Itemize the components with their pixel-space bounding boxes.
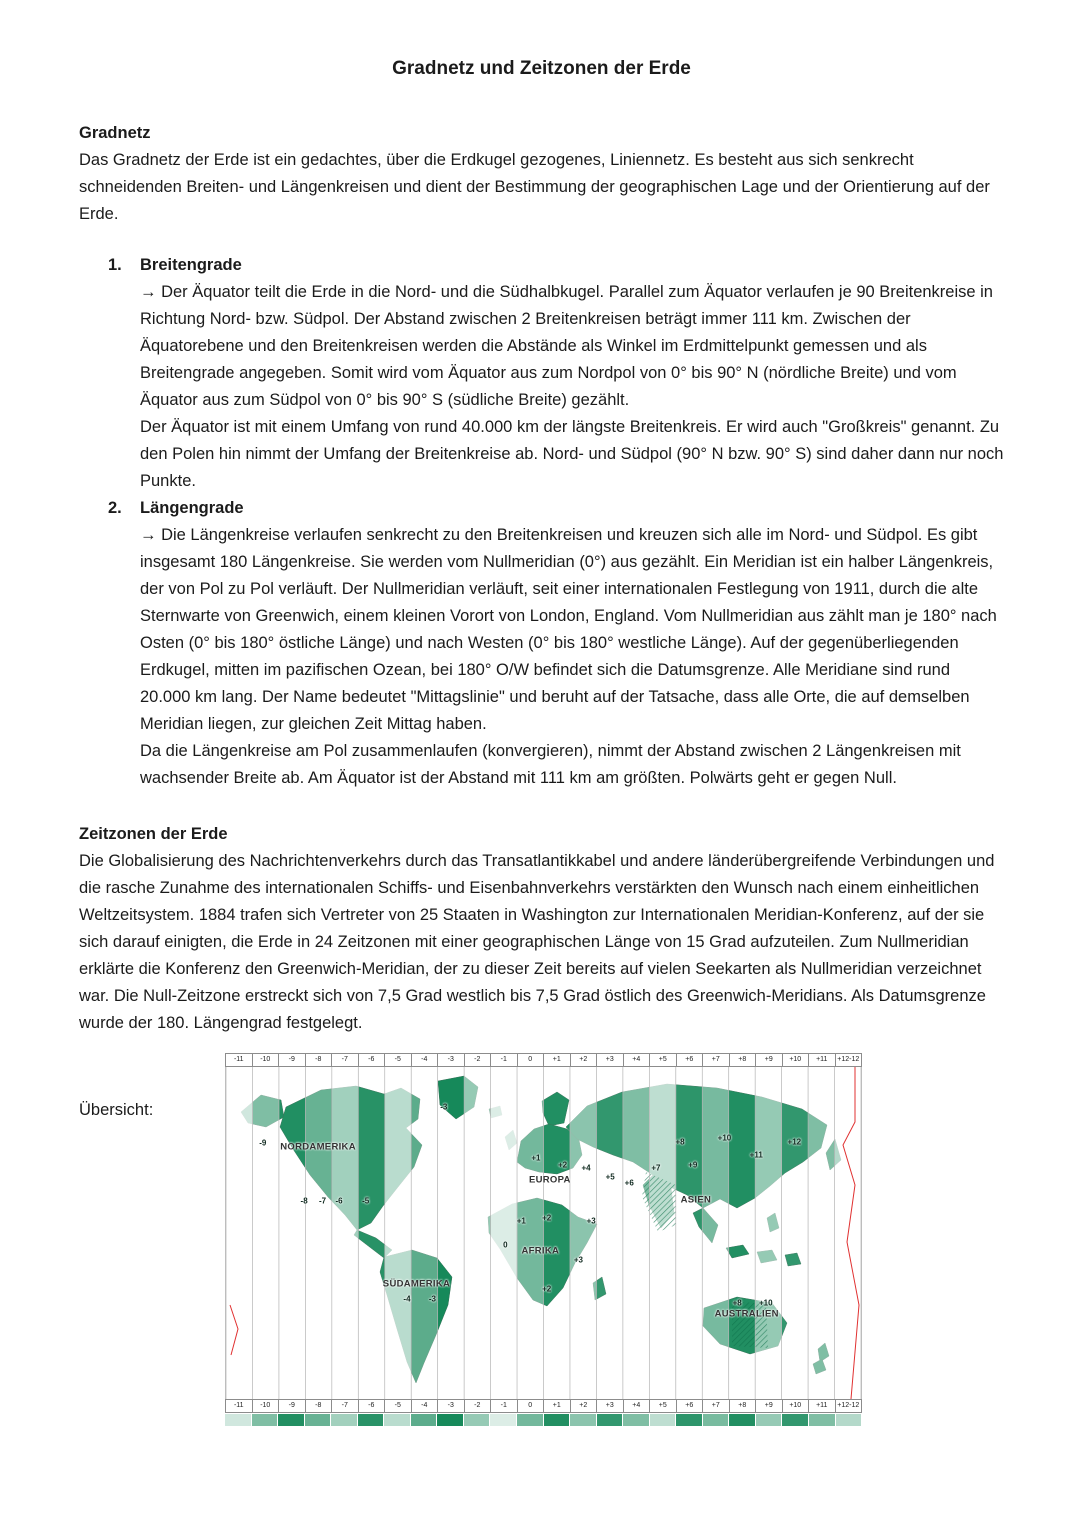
zone-mark: -3 (428, 1294, 436, 1304)
zeitzonen-body: Die Globalisierung des Nachrichtenverkehrs durch das Transatlantikkabel und andere länderübergreifende Verbindungen und die rasche Zunahme des internationalen Schiffs- und Eisenbahnverkehrs verstärkten den Wunsch nach einem einheitlichen Weltzeitsystem. 1884 trafen sich Vertreter von 25 Staaten in Washington zur Internationalen Meridian-Konferenz, auf der sie sich darauf einigten, die Erde in 24 Zeitzonen mit einer geographischen Länge von 15 Grad aufzuteilen. Zum Nullmeridian erklärte die Konferenz den Greenwich-Meridian, der zu dieser Zeit bereits auf vielen Seekarten als Nullmeridian verzeichnet war. Die Null-Zeitzone erstreckt sich von 7,5 Grad westlich bis 7,5 Grad östlich des Greenwich-Meridians. Als Datumsgrenze wurde der 180. Längengrad festgelegt. (79, 852, 995, 1032)
zone-label: +1 (544, 1400, 571, 1412)
zone-label: +6 (677, 1400, 704, 1412)
zone-label: -2 (465, 1400, 492, 1412)
list-item-laengengrade (108, 495, 1004, 792)
zone-label: -9 (279, 1400, 306, 1412)
timezone-scale-bottom (225, 1399, 862, 1413)
zone-label: -7 (332, 1054, 359, 1066)
laengengrade-paragraph-1 (140, 522, 1004, 738)
zone-label: +9 (756, 1054, 783, 1066)
arrow-icon: → (140, 283, 157, 301)
zone-label: -4 (412, 1400, 439, 1412)
zone-color-cell (490, 1414, 517, 1426)
zone-mark: -8 (300, 1196, 308, 1206)
uebersicht-label: Übersicht: (79, 1101, 154, 1119)
zone-mark: +2 (557, 1160, 568, 1170)
zone-mark: +2 (542, 1284, 552, 1294)
zone-label: -5 (385, 1400, 412, 1412)
zone-mark: +2 (542, 1213, 552, 1223)
zone-color-cell (358, 1414, 385, 1426)
zone-color-cell (278, 1414, 305, 1426)
zone-mark: +6 (624, 1178, 634, 1188)
list-item-body (140, 495, 1004, 792)
zone-label: +7 (703, 1400, 730, 1412)
zone-label: -1 (491, 1054, 518, 1066)
list-item-breitengrade (108, 252, 1004, 495)
zone-mark: +10 (758, 1298, 773, 1308)
zone-label: +10 (783, 1400, 810, 1412)
zone-label: -6 (359, 1054, 386, 1066)
zone-label: +2 (571, 1054, 598, 1066)
section-gradnetz (79, 120, 1004, 792)
zone-color-cell (517, 1414, 544, 1426)
timezone-color-strip (225, 1414, 862, 1426)
zone-mark: +5 (605, 1172, 615, 1182)
timezone-map-figure (225, 1053, 862, 1426)
zone-label: +12-12 (837, 1056, 860, 1063)
continent-label: SÜDAMERIKA (382, 1278, 451, 1290)
zone-mark: +10 (717, 1133, 732, 1143)
zone-color-cell (225, 1414, 252, 1426)
zone-label: +6 (677, 1054, 704, 1066)
zone-color-cell (305, 1414, 332, 1426)
zone-mark: +3 (586, 1216, 596, 1226)
zone-color-cell (384, 1414, 411, 1426)
zone-label: +11 (809, 1400, 836, 1412)
zone-label: -8 (306, 1400, 333, 1412)
zone-color-cell (676, 1414, 703, 1426)
breitengrade-paragraph-2: Der Äquator ist mit einem Umfang von rund 40.000 km der längste Breitenkreis. Er wird auch "Großkreis" genannt. Zu den Polen hin nimmt der Umfang der Breitenkreise ab. Nord- und Südpol (90° N bzw. 90° S) sind daher dann nur noch Punkte. (140, 418, 1004, 490)
zone-mark: +8 (675, 1137, 685, 1147)
zone-color-cell (650, 1414, 677, 1426)
zone-label: +8 (730, 1400, 757, 1412)
timezone-scale-top (225, 1053, 862, 1067)
zone-label: -2 (465, 1054, 492, 1066)
zone-color-cell (836, 1414, 863, 1426)
zone-color-cell (464, 1414, 491, 1426)
list-item-body (140, 252, 1004, 495)
zone-mark: +12 (787, 1137, 802, 1147)
zone-label: +2 (571, 1400, 598, 1412)
zone-label: -10 (253, 1054, 280, 1066)
zone-mark: 0 (503, 1240, 508, 1250)
zone-color-cell (623, 1414, 650, 1426)
laengengrade-paragraph-2: Da die Längenkreise am Pol zusammenlaufen (konvergieren), nimmt der Abstand zwischen 2 Längenkreisen mit wachsender Breite ab. Am Äquator ist der Abstand mit 111 km am größten. Polwärts geht er gegen Null. (140, 742, 961, 787)
zone-label: +11 (809, 1054, 836, 1066)
gradnetz-heading: Gradnetz (79, 124, 151, 142)
zone-label: +3 (597, 1400, 624, 1412)
zone-color-cell (570, 1414, 597, 1426)
section-uebersicht (79, 1053, 1004, 1426)
zone-mark: -5 (362, 1196, 370, 1206)
zone-label: 0 (518, 1400, 545, 1412)
zone-label: +9 (756, 1400, 783, 1412)
continent-label: ASIEN (680, 1194, 712, 1206)
zone-label: +5 (650, 1054, 677, 1066)
zone-label: +1 (544, 1054, 571, 1066)
continent-label: EUROPA (528, 1174, 571, 1186)
zone-label: -8 (306, 1054, 333, 1066)
zone-label: +12-12 (837, 1402, 860, 1409)
zone-label: +10 (783, 1054, 810, 1066)
zone-label: +3 (597, 1054, 624, 1066)
zone-color-cell (437, 1414, 464, 1426)
zone-label: +4 (624, 1054, 651, 1066)
zone-mark: +7 (651, 1163, 661, 1173)
zone-color-cell (782, 1414, 809, 1426)
zone-label: -11 (226, 1400, 253, 1412)
zone-mark: -9 (259, 1138, 267, 1148)
zone-color-cell (544, 1414, 571, 1426)
breitengrade-text-1: Der Äquator teilt die Erde in die Nord- und die Südhalbkugel. Parallel zum Äquator verlaufen je 90 Breitenkreise in Richtung Nord- bzw. Südpol. Der Abstand zwischen 2 Breitenkreisen beträgt immer 111 km. Zwischen der Äquatorebene und den Breitenkreisen werden die Abstände als Winkel im Erdmittelpunkt gemessen und als Breitengrade angegeben. Somit wird vom Äquator aus zum Nordpol von 0° bis 90° N (nördliche Breite) und vom Äquator aus zum Südpol von 0° bis 90° S (südliche Breite) gezählt. (140, 283, 993, 409)
zone-color-cell (331, 1414, 358, 1426)
zone-label: -11 (226, 1054, 253, 1066)
gradnetz-intro: Das Gradnetz der Erde ist ein gedachtes, über die Erdkugel gezogenes, Liniennetz. Es besteht aus sich senkrecht schneidenden Breiten- und Längenkreisen und dient der Bestimmung der geographischen Lage und der Orientierung auf der Erde. (79, 151, 990, 223)
zone-label: +4 (624, 1400, 651, 1412)
page-title: Gradnetz und Zeitzonen der Erde (392, 58, 691, 79)
zone-mark: +8 (732, 1298, 742, 1308)
continent-label: AUSTRALIEN (714, 1308, 779, 1320)
zone-label: -1 (491, 1400, 518, 1412)
zone-label: -10 (253, 1400, 280, 1412)
zone-mark: +9 (688, 1160, 698, 1170)
laengengrade-heading: Längengrade (140, 499, 244, 517)
zone-mark: +1 (516, 1216, 526, 1226)
zeitzonen-heading: Zeitzonen der Erde (79, 825, 228, 843)
zone-label: -7 (332, 1400, 359, 1412)
zone-label: -9 (279, 1054, 306, 1066)
zone-label: -5 (385, 1054, 412, 1066)
zone-mark: +4 (581, 1163, 591, 1173)
timezone-map-body (225, 1067, 862, 1399)
zone-mark: +11 (749, 1150, 763, 1160)
breitengrade-paragraph-1 (140, 279, 1004, 414)
zone-label: 0 (518, 1054, 545, 1066)
zone-label: +5 (650, 1400, 677, 1412)
breitengrade-heading: Breitengrade (140, 256, 242, 274)
zone-label: -6 (359, 1400, 386, 1412)
list-number: 2. (108, 499, 122, 517)
continent-label: NORDAMERIKA (280, 1141, 356, 1153)
zone-label: -3 (438, 1400, 465, 1412)
world-map-svg (226, 1067, 861, 1399)
zone-label: +8 (730, 1054, 757, 1066)
zone-color-cell (411, 1414, 438, 1426)
zone-color-cell (597, 1414, 624, 1426)
zone-mark: -7 (318, 1196, 327, 1206)
gradnetz-list (108, 252, 1004, 792)
zone-label: +7 (703, 1054, 730, 1066)
zone-label: -3 (438, 1054, 465, 1066)
zone-label: -4 (412, 1054, 439, 1066)
list-number: 1. (108, 256, 122, 274)
zone-color-cell (252, 1414, 279, 1426)
zone-color-cell (756, 1414, 783, 1426)
section-zeitzonen (79, 821, 1004, 1037)
zone-mark: +1 (531, 1153, 541, 1163)
laengengrade-text-1: Die Längenkreise verlaufen senkrecht zu den Breitenkreisen und kreuzen sich alle im Nord- und Südpol. Es gibt insgesamt 180 Längenkreise. Sie werden vom Nullmeridian (0°) aus gezählt. Ein Meridian ist ein halber Längenkreis, der von Pol zu Pol verläuft. Der Nullmeridian verläuft, seit einer internationalen Festlegung von 1911, durch die alte Sternwarte von Greenwich, einem kleinen Vorort von London, England. Vom Nullmeridian aus zählt man je 180° nach Osten (0° bis 180° östliche Länge) und nach Westen (0° bis 180° westliche Länge). Auf der gegenüberliegenden Erdkugel, mitten im pazifischen Ozean, bei 180° O/W befindet sich die Datumsgrenze. Alle Meridiane sind rund 20.000 km lang. Der Name bedeutet "Mittagslinie" und beruht auf der Tatsache, dass alle Orte, die auf demselben Meridian liegen, zur gleichen Zeit Mittag haben. (140, 526, 997, 733)
continent-label: AFRIKA (521, 1245, 560, 1257)
zone-mark: -4 (403, 1294, 411, 1304)
zone-mark: -3 (440, 1102, 448, 1112)
zone-color-cell (703, 1414, 730, 1426)
arrow-icon: → (140, 526, 157, 544)
zone-mark: +3 (573, 1255, 583, 1265)
zone-color-cell (809, 1414, 836, 1426)
zone-mark: -6 (335, 1196, 343, 1206)
zone-color-cell (729, 1414, 756, 1426)
